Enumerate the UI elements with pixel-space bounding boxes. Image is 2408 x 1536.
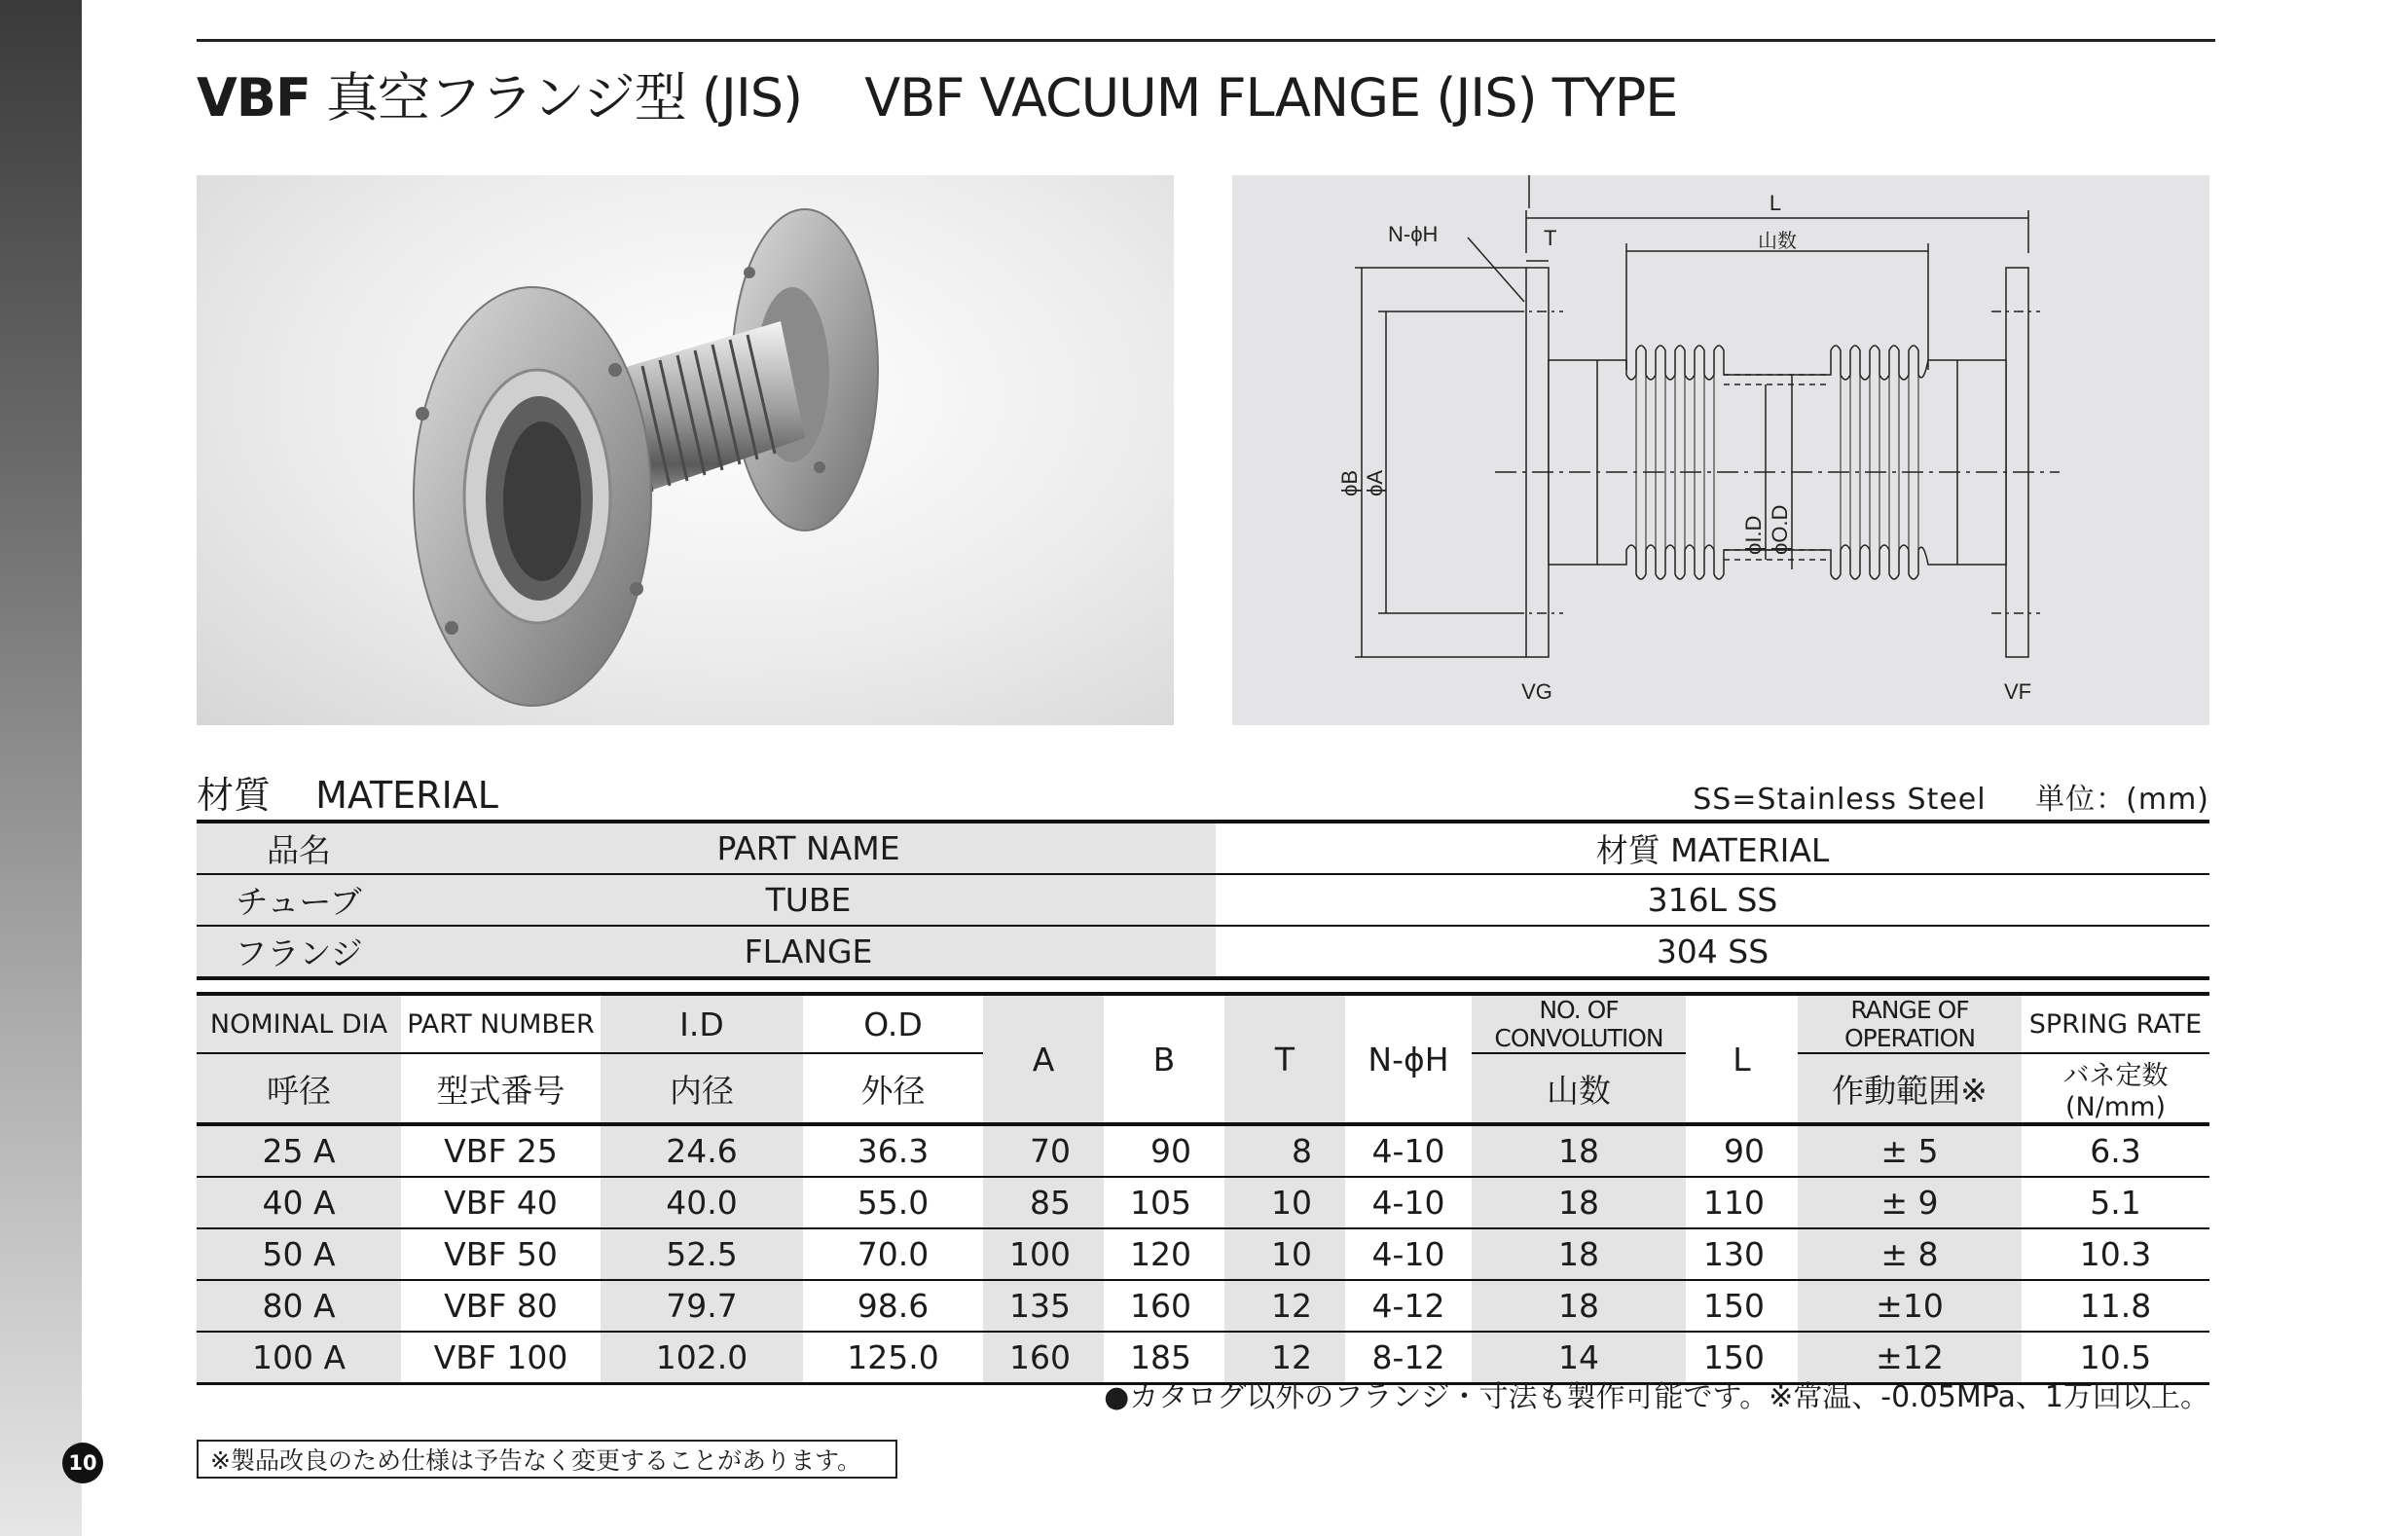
cell-conv: 18: [1472, 1124, 1686, 1177]
dim-phi-id-label: ϕI.D: [1741, 515, 1766, 555]
cell-a: 70: [983, 1124, 1104, 1177]
cell-nh: 4-12: [1345, 1280, 1472, 1332]
flange-vg-label: VG: [1521, 679, 1552, 704]
material-heading-en: MATERIAL: [315, 774, 498, 817]
range-header-en: RANGE OF OPERATION: [1798, 994, 2022, 1053]
cell-spring: 5.1: [2022, 1177, 2209, 1228]
cell-a: 135: [983, 1280, 1104, 1332]
part-header-en: PART NUMBER: [401, 994, 601, 1053]
cell-nh: 4-10: [1345, 1177, 1472, 1228]
cell-b: 120: [1104, 1228, 1224, 1280]
material-row-jp: チューブ: [197, 874, 401, 926]
spec-row: [197, 1177, 2209, 1228]
nominal-header-jp: 呼径: [197, 1053, 401, 1124]
top-rule: [197, 39, 2215, 42]
dim-L-label: L: [1769, 191, 1782, 215]
cell-range: ± 8: [1798, 1228, 2022, 1280]
title-en: VBF VACUUM FLANGE (JIS) TYPE: [864, 67, 1678, 128]
cell-t: 10: [1224, 1177, 1345, 1228]
material-table: [197, 820, 2209, 980]
unit-note: [1693, 775, 2209, 818]
cell-nh: 4-10: [1345, 1228, 1472, 1280]
material-header: 材質 MATERIAL: [1216, 822, 2209, 874]
nominal-header-en: NOMINAL DIA: [197, 994, 401, 1053]
cell-range: ± 5: [1798, 1124, 2022, 1177]
cell-l: 150: [1686, 1280, 1798, 1332]
dim-nh-label: N-ϕH: [1388, 222, 1439, 246]
sidebar-gradient-bar: [0, 0, 82, 1536]
part-en-header: PART NAME: [401, 822, 1216, 874]
cell-b: 90: [1104, 1124, 1224, 1177]
flange-vf-label: VF: [2003, 679, 2032, 704]
material-row-value: 316L SS: [1216, 874, 2209, 926]
spec-table: [197, 992, 2209, 1385]
material-header-row: [197, 822, 2209, 874]
cell-l: 110: [1686, 1177, 1798, 1228]
cell-l: 150: [1703, 1338, 1765, 1376]
dim-phi-a-label: ϕA: [1363, 470, 1387, 496]
b-header: B: [1104, 994, 1224, 1124]
material-row-value: 304 SS: [1656, 933, 1770, 970]
dim-t-label: T: [1544, 226, 1557, 250]
cell-range: ±10: [1798, 1280, 2022, 1332]
unit-label: 単位：(mm): [2035, 783, 2209, 817]
cell-part: VBF 40: [401, 1177, 601, 1228]
ss-note: SS=Stainless Steel: [1693, 783, 1987, 817]
material-row: [197, 926, 2209, 978]
product-photo: [197, 175, 1174, 725]
cell-conv: 18: [1472, 1280, 1686, 1332]
cell-od: 36.3: [803, 1124, 983, 1177]
technical-drawing: [1232, 175, 2209, 725]
footnote: ●カタログ以外のフランジ・寸法も製作可能です。※常温、-0.05MPa、1万回以上。: [1104, 1380, 2209, 1414]
dim-yamasu-label: 山数: [1758, 231, 1797, 252]
cell-nominal: 40 A: [197, 1177, 401, 1228]
t-header: T: [1224, 994, 1345, 1124]
cell-id: 102.0: [601, 1332, 803, 1384]
cell-part: VBF 50: [401, 1228, 601, 1280]
cell-spring: 11.8: [2022, 1280, 2209, 1332]
page-number: 10: [62, 1443, 103, 1483]
cell-nh: 8-12: [1371, 1338, 1445, 1376]
cell-od: 98.6: [803, 1280, 983, 1332]
cell-spring: 10.5: [2079, 1338, 2152, 1376]
material-row-jp: フランジ: [197, 926, 401, 978]
cell-conv: 18: [1472, 1228, 1686, 1280]
part-header-jp: 型式番号: [401, 1053, 601, 1124]
cell-range: ± 9: [1798, 1177, 2022, 1228]
od-header-en: O.D: [803, 994, 983, 1053]
spec-change-notice: ※製品改良のため仕様は予告なく変更することがあります。: [197, 1440, 897, 1479]
spec-row: [197, 1280, 2209, 1332]
material-heading-jp: 材質: [197, 774, 272, 817]
spec-row: [197, 1228, 2209, 1280]
cell-nominal: 25 A: [197, 1124, 401, 1177]
id-header-en: I.D: [601, 994, 803, 1053]
cell-b: 105: [1104, 1177, 1224, 1228]
cell-t: 10: [1224, 1228, 1345, 1280]
cell-od: 55.0: [803, 1177, 983, 1228]
cell-nominal: 100 A: [197, 1332, 401, 1384]
material-row: [197, 874, 2209, 926]
cell-part: VBF 80: [401, 1280, 601, 1332]
page-title: [197, 56, 1677, 131]
spring-header-en: SPRING RATE: [2022, 994, 2209, 1053]
cell-part: VBF 100: [433, 1338, 568, 1376]
cell-od: 70.0: [803, 1228, 983, 1280]
a-header: A: [983, 994, 1104, 1124]
cell-spring: 10.3: [2022, 1228, 2209, 1280]
material-row-en: TUBE: [401, 874, 1216, 926]
product-code: VBF: [197, 67, 310, 128]
cell-t: 8: [1224, 1124, 1345, 1177]
dim-phi-od-label: ϕO.D: [1768, 504, 1792, 555]
od-header-jp: 外径: [803, 1053, 983, 1124]
cell-nh: 4-10: [1345, 1124, 1472, 1177]
cell-t: 12: [1224, 1332, 1345, 1384]
cell-nominal: 50 A: [197, 1228, 401, 1280]
id-header-jp: 内径: [601, 1053, 803, 1124]
nh-header: N-ϕH: [1345, 994, 1472, 1124]
cell-a: 160: [983, 1332, 1104, 1384]
range-header-jp: 作動範囲※: [1798, 1053, 2022, 1124]
cell-conv: 14: [1472, 1332, 1686, 1384]
cell-b: 160: [1104, 1280, 1224, 1332]
cell-id: 40.0: [601, 1177, 803, 1228]
title-jp: 真空フランジ型 (JIS): [326, 67, 803, 128]
material-heading: [197, 765, 498, 819]
cell-t: 12: [1224, 1280, 1345, 1332]
cell-part: VBF 25: [401, 1124, 601, 1177]
cell-od: 125.0: [847, 1338, 939, 1376]
l-header: L: [1686, 994, 1798, 1124]
cell-l: 130: [1686, 1228, 1798, 1280]
cell-range: ±12: [1798, 1332, 2022, 1384]
part-jp-header: 品名: [197, 822, 401, 874]
spec-header-row-en: [197, 994, 2209, 1053]
cell-id: 52.5: [601, 1228, 803, 1280]
cell-b: 185: [1130, 1338, 1191, 1376]
cell-a: 85: [983, 1177, 1104, 1228]
spring-header-jp: バネ定数(N/mm): [2022, 1053, 2209, 1124]
cell-conv: 18: [1472, 1177, 1686, 1228]
material-row-en: FLANGE: [401, 926, 1216, 978]
dim-phi-b-label: ϕB: [1337, 470, 1362, 496]
cell-id: 24.6: [601, 1124, 803, 1177]
convolution-header-en: NO. OF CONVOLUTION: [1472, 994, 1686, 1053]
cell-a: 100: [983, 1228, 1104, 1280]
spec-row: [197, 1124, 2209, 1177]
cell-spring: 6.3: [2022, 1124, 2209, 1177]
cell-id: 79.7: [601, 1280, 803, 1332]
convolution-header-jp: 山数: [1472, 1053, 1686, 1124]
cell-l: 90: [1686, 1124, 1798, 1177]
cell-nominal: 80 A: [197, 1280, 401, 1332]
